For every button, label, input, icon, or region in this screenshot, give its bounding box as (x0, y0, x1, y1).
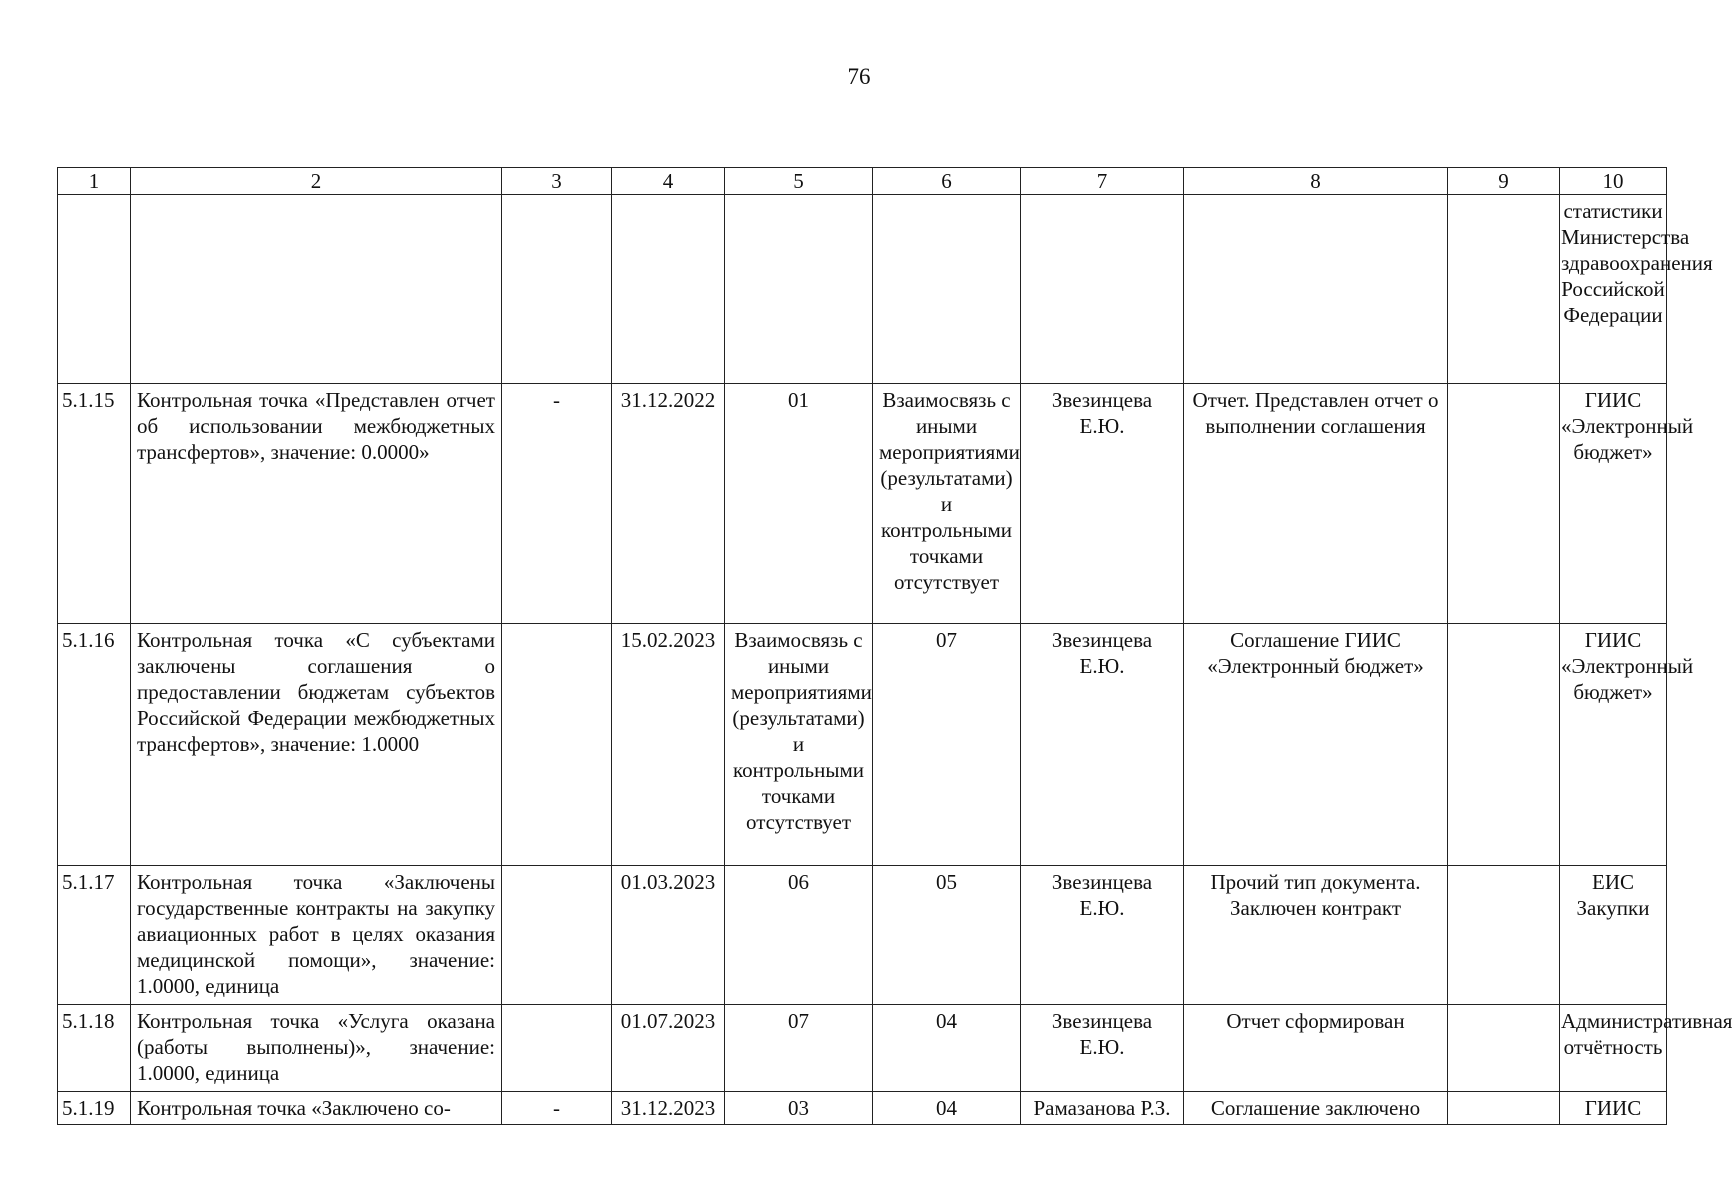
info-source-cell: Административная отчётность (1560, 1005, 1667, 1092)
col3-cell: - (502, 384, 612, 624)
date-cell: 31.12.2022 (612, 384, 725, 624)
responsible-cell: Звезинцева Е.Ю. (1021, 384, 1184, 624)
item-name-cell: Контрольная точка «Услуга оказана (работы выполнены)», значение: 1.0000, единица (131, 1005, 502, 1092)
item-number-cell: 5.1.18 (58, 1005, 131, 1092)
info-source-cell: ЕИС Закупки (1560, 866, 1667, 1005)
item-number-cell: 5.1.16 (58, 624, 131, 866)
col9-cell (1448, 1092, 1560, 1125)
col9-cell (1448, 384, 1560, 624)
item-number-cell: 5.1.17 (58, 866, 131, 1005)
document-cell: Прочий тип документа. Заключен контракт (1184, 866, 1448, 1005)
info-source-cell: ГИИС «Электронный бюджет» (1560, 624, 1667, 866)
col5-cell: Взаимосвязь с иными мероприятиями (результатами) и контрольными точками отсутствует (725, 624, 873, 866)
col6-cell: 05 (873, 866, 1021, 1005)
col9-cell (1448, 866, 1560, 1005)
col6-cell: 04 (873, 1092, 1021, 1125)
date-cell: 31.12.2023 (612, 1092, 725, 1125)
table-row (58, 1092, 1667, 1125)
header-cell: 2 (131, 168, 502, 195)
responsible-cell: Звезинцева Е.Ю. (1021, 866, 1184, 1005)
info-source-cell: ГИИС «Электронный бюджет» (1560, 384, 1667, 624)
item-name-cell: Контрольная точка «С субъектами заключены соглашения о предоставлении бюджетам субъектов Российской Федерации межбюджетных трансфертов», значение: 1.0000 (131, 624, 502, 866)
table-row (58, 866, 1667, 1005)
col9-cell (1448, 1005, 1560, 1092)
document-cell: Соглашение ГИИС «Электронный бюджет» (1184, 624, 1448, 866)
col5-cell: 01 (725, 384, 873, 624)
header-cell: 4 (612, 168, 725, 195)
col9-cell (1448, 624, 1560, 866)
responsible-cell: Звезинцева Е.Ю. (1021, 1005, 1184, 1092)
document-cell: Соглашение заключено (1184, 1092, 1448, 1125)
col3-cell (502, 624, 612, 866)
col3-cell (502, 866, 612, 1005)
table-row (58, 384, 1667, 624)
item-name-cell: Контрольная точка «Заключено со- (131, 1092, 502, 1125)
document-cell: Отчет сформирован (1184, 1005, 1448, 1092)
header-row (58, 168, 1667, 195)
header-cell: 7 (1021, 168, 1184, 195)
header-cell: 9 (1448, 168, 1560, 195)
item-name-cell: Контрольная точка «Представлен отчет об использовании межбюджетных трансфертов», значение: 0.0000» (131, 384, 502, 624)
table-row (58, 624, 1667, 866)
date-cell: 15.02.2023 (612, 624, 725, 866)
col6-cell: Взаимосвязь с иными мероприятиями (результатами) и контрольными точками отсутствует (873, 384, 1021, 624)
header-cell: 6 (873, 168, 1021, 195)
header-cell: 3 (502, 168, 612, 195)
table-row (58, 195, 1667, 384)
col6-cell: 04 (873, 1005, 1021, 1092)
table-row (58, 1005, 1667, 1092)
item-number-cell: 5.1.19 (58, 1092, 131, 1125)
col5-cell: 03 (725, 1092, 873, 1125)
header-cell: 5 (725, 168, 873, 195)
header-cell: 8 (1184, 168, 1448, 195)
info-source-cell: статистики Министерства здравоохранения Российской Федерации (1560, 195, 1667, 384)
responsible-cell: Рамазанова Р.З. (1021, 1092, 1184, 1125)
item-number-cell: 5.1.15 (58, 384, 131, 624)
document-cell: Отчет. Представлен отчет о выполнении соглашения (1184, 384, 1448, 624)
col6-cell: 07 (873, 624, 1021, 866)
col3-cell: - (502, 1092, 612, 1125)
header-cell: 1 (58, 168, 131, 195)
item-name-cell: Контрольная точка «Заключены государственные контракты на закупку авиационных работ в целях оказания медицинской помощи», значение: 1.0000, единица (131, 866, 502, 1005)
date-cell: 01.07.2023 (612, 1005, 725, 1092)
info-source-cell: ГИИС (1560, 1092, 1667, 1125)
col5-cell: 07 (725, 1005, 873, 1092)
page-number: 76 (847, 64, 871, 89)
col3-cell (502, 1005, 612, 1092)
date-cell: 01.03.2023 (612, 866, 725, 1005)
header-cell: 10 (1560, 168, 1667, 195)
col5-cell: 06 (725, 866, 873, 1005)
control-points-table (57, 167, 1732, 1125)
responsible-cell: Звезинцева Е.Ю. (1021, 624, 1184, 866)
